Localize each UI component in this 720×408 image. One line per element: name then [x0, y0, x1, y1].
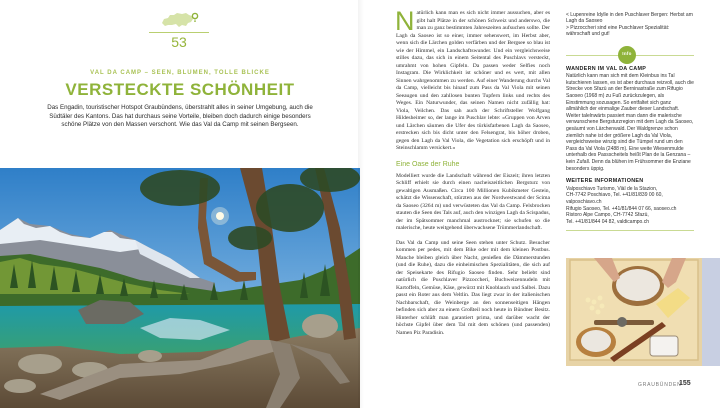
- contact-line: valposchiavo.ch: [566, 198, 602, 205]
- section-name: GRAUBÜNDEN: [638, 382, 682, 388]
- intro-paragraph: Das Engadin, touristischer Hotspot Graubündens, überstrahlt alles in seiner Umgebung, auch die Südtäler des Kantons. Das hat durchaus seine Vorteile, bleiben doch dadurch einige besonders schöne Plätze von den Massen verschont. Wie das Val da Camp mit seinen Bergseen.: [47, 104, 313, 129]
- subheading: Eine Oase der Ruhe: [396, 160, 460, 168]
- more-info-heading: WEITERE INFORMATIONEN: [566, 178, 644, 185]
- sidebar-column: [566, 12, 694, 231]
- paragraph-3: Das Val da Camp und seine Seen stehen unter Schutz. Besucher kommen per pedes, mit dem Bike oder mit dem kleinen Postbus. Manche bleiben gleich über Nacht, genießen die Dämmerstunden (und die Ruhe), dazu die einheimischen Spezialitäten, die sich auf der Speisekarte des Rifugio Saoseo finden. Sehr beliebt sind natürlich die Puschlaver Pizzoccheri, Buchweizennudeln mit Kartoffeln, Gemüse, Käse, gewürzt mit Knoblauch und Salbei. Dazu passt ein Roter aus dem Veltlin. Das liegt zwar in der italienischen Nachbarschaft, die Weinberge an den sonnenseitigen Hängen befinden sich aber zu einem Großteil noch heute in Bündner Besitz. Hinterher schläft man garantiert prima, und darüber wacht der höchste Gipfel über dem Tal mit dem schönen (und passenden) Namen Piz Paradisin.: [396, 239, 550, 336]
- end-rule: [566, 230, 694, 231]
- contact-list: [566, 186, 694, 226]
- main-text-column: [395, 6, 550, 344]
- contact-line: Tel. +41/81/844 04 82, valdicampo.ch: [566, 218, 649, 225]
- switzerland-map-icon: [158, 10, 204, 30]
- drop-cap: N: [395, 6, 415, 36]
- kicker: VAL DA CAMP – SEEN, BLUMEN, TOLLE BLICKE: [90, 70, 270, 76]
- photo-captions: [566, 12, 694, 38]
- info-divider: [566, 46, 694, 64]
- book-gutter: [358, 0, 364, 408]
- paragraph-1-text: atürlich kann man es sich nicht immer aussuchen, aber es gibt halt Plätze in der schönen Schweiz und anderswo, die man zu ganz bestimmten Jahreszeiten aufsuchen sollte. Der Lagh da Saoseo ist so einer, immer sehenswert, im Herbst aber, wenn sich die Lärchen golden verfärben und der Bergsee so blau ist wie der Himmel, ein Landschaftswunder. Und ein vergleichsweise stilles dazu, das sich in einem Seitental des Puschlavs versteckt, umrahmt von hohen Gipfeln. Da passen weder Selfies noch Instagram. Die Wirklichkeit ist schöner und es wert, mit allen Sinnen wahrgenommen zu werden. Auf einer Wanderung durchs Val da Camp, vielleicht bis hinauf zum Pass da Val Viola mit seinen Seeaugen und den zahllosen bunten Tupfern links und rechts des Weges. Ein Naturwunder, das seinen Namen nicht zufällig hat: Viola, Veilchen. Das sah auch der Schriftsteller Wolfgang Hildesheimer so, der lange im Puschlav lebte: «Gruppen von Arven und Lärchen säumen die Ufer des türkisfarbenen Lagh da Saoseo, erstrecken sich bis dicht unter den Felsengrat, bis höher droben, gegen den Lagh da Val Viola, die Vegetation sich erschöpft und in Steinschlamm versickert.»: [396, 10, 550, 151]
- contact-line: Valposchiavo Turismo, Viàl de la Stazion,: [566, 185, 658, 192]
- paragraph-2: Modelliert wurde die Landschaft während der Eiszeit; ihren letzten Schliff erhielt sie durch einen nacheiszeitlichen Bergsturz von gewaltigen Ausmaßen. Circa 100 Millionen Kubikmeter Gestein, schätzt die Wissenschaft, stürzten aus der Nordwestwand der Scima da Saoseo (3264 m) und verwüsteten das Val da Camp. Felsbrocken stauten die Seen des Tals auf, auch den winzigen Lagh da Scispadus, der im Spätsommer manchmal austrocknet; sie schufen so die malerische, heute weitgehend überwachsene Trümmerlandschaft.: [396, 172, 550, 231]
- chapter-number: 53: [171, 34, 187, 50]
- page-number: 155: [679, 380, 691, 387]
- paragraph-1: [395, 6, 550, 153]
- headline: VERSTECKTE SCHÖNHEIT: [65, 80, 295, 99]
- contact-line: CH-7742 Poschiavo, Tel. +41/81/839 00 60,: [566, 192, 663, 199]
- mountain-lake-photo: [0, 168, 360, 408]
- info-box-heading: WANDERN IM VAL DA CAMP: [566, 65, 647, 72]
- info-badge: Info: [618, 46, 636, 64]
- contact-line: Ristoro Alpe Campo, CH-7742 Sfazù,: [566, 212, 649, 219]
- info-box-text: Natürlich kann man sich mit dem Kleinbus ins Tal kutschieren lassen, es ist aber durchaus reizvoll, auch die Strecke von Sfazù an der Berninastraße zum Rifugio Saoseo (1968 m) zu Fuß zurückzulegen, als Einstimmung sozusagen. So entfaltet sich ganz allmählich der einmalige Zauber dieser Landschaft. Weiter talelnwärts passiert man dann die malerische verwunschene Bergsturzregion mit dem Lagh da Saoseo, gesäumt von Lärchenwald. Der Waldgrenze schon ziemlich nahe ist der größere Lagh da Val Viola, vergleichsweise winzig sind die Tümpel rund um den Pass da Val Viola (2488 m). Eine weite Wiesenmulde unterhalb des Passscheitels heißt Plan de la Genzana – kein Zufall. Denn da blühen im Frühsommer die Enziane besonders üppig.: [566, 73, 694, 172]
- chapter-rule: [149, 32, 209, 33]
- caption-food: > Pizzoccheri sind eine Puschlaver Spezialität: währschaft und gut!: [566, 24, 670, 38]
- caption-lake: < Lupenreine Idylle in den Puschlaver Bergen: Herbst am Lagh da Saoseo: [566, 12, 693, 25]
- contact-line: Rifugio Saoseo, Tel. +41/81/844 07 66, saoseo.ch: [566, 205, 677, 212]
- pizzoccheri-photo: [566, 258, 720, 366]
